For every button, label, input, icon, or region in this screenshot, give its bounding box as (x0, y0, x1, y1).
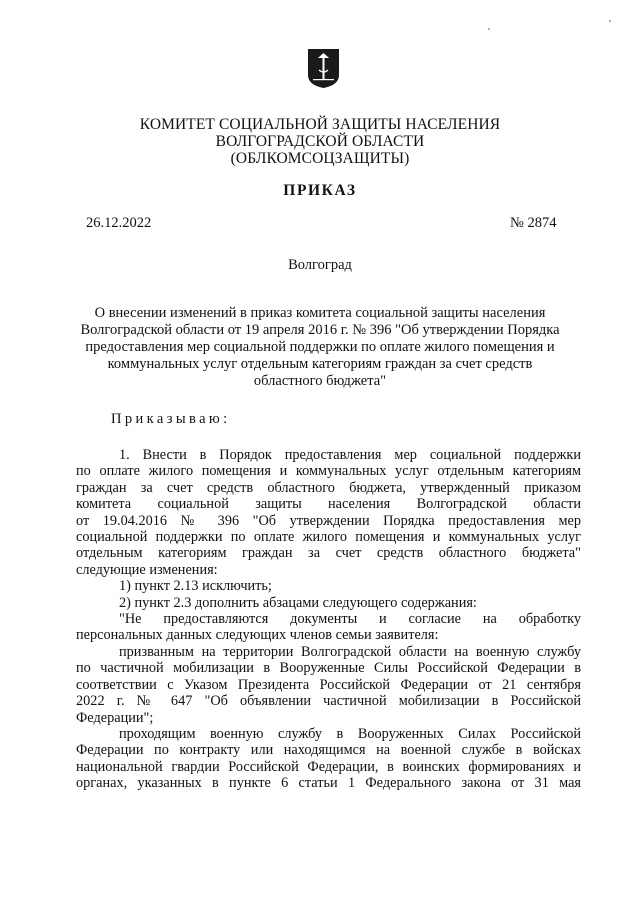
order-directive: Приказываю: (111, 411, 231, 427)
body-line: комитета социальной защиты населения Волгоградской области (76, 496, 581, 513)
subject-line: О внесении изменений в приказ комитета социальной защиты населения (94, 305, 546, 321)
organization-abbreviation: (ОБЛКОМСОЦЗАЩИТЫ) (230, 150, 410, 167)
body-line: по оплате жилого помещения и коммунальных услуг отдельным категориям (76, 463, 581, 480)
document-number: № 2874 (510, 215, 557, 231)
body-line: социальной поддержки по оплате жилого помещения и коммунальных услуг (76, 529, 581, 546)
organization-name-line-1: КОМИТЕТ СОЦИАЛЬНОЙ ЗАЩИТЫ НАСЕЛЕНИЯ (139, 116, 501, 133)
body-line: от 19.04.2016 № 396 "Об утверждении Порядка предоставления мер (76, 512, 581, 529)
body-line: 2022 г. № 647 "Об объявлении частичной мобилизации в Российской (76, 693, 581, 710)
body-line: "Не предоставляются документы и согласие на обработку (119, 611, 581, 628)
subject-line: коммунальных услуг отдельным категориям граждан за счет средств (107, 356, 533, 372)
coat-of-arms-icon (307, 48, 340, 89)
document-city: Волгоград (288, 257, 352, 273)
body-line: Федерации"; (76, 709, 154, 726)
body-line: призванным на территории Волгоградской области на военную службу (119, 643, 581, 660)
scan-artifact (488, 28, 490, 30)
body-line: органах, указанных в пункте 6 статьи 1 Федерального закона от 31 мая (76, 775, 581, 792)
body-line: 1. Внести в Порядок предоставления мер социальной поддержки (119, 447, 581, 463)
body-line: соответствии с Указом Президента Российской Федерации от 21 сентября (76, 676, 581, 693)
scan-artifact (609, 20, 611, 22)
document-date: 26.12.2022 (86, 215, 152, 231)
subject-line: предоставления мер социальной поддержки по оплате жилого помещения и (85, 339, 555, 355)
body-line: отдельным категориям граждан за счет средств областного бюджета" (76, 545, 581, 562)
document-type-title: ПРИКАЗ (283, 182, 357, 199)
body-line: граждан за счет средств областного бюджета, утвержденный приказом (76, 479, 581, 496)
body-line: Федерации по контракту или находящимся на военной службе в войсках (76, 742, 581, 759)
document-subject (60, 305, 580, 390)
body-line: 1) пункт 2.13 исключить; (119, 578, 272, 595)
organization-name-line-2: ВОЛГОГРАДСКОЙ ОБЛАСТИ (215, 133, 425, 150)
subject-line: Волгоградской области от 19 апреля 2016 г. № 396 "Об утверждении Порядка (80, 322, 560, 338)
subject-line: областного бюджета" (253, 373, 387, 389)
body-line: национальной гвардии Российской Федерации, в воинских формированиях и (76, 758, 581, 775)
body-line: следующие изменения: (76, 561, 218, 578)
document-body (76, 447, 581, 792)
body-line: персональных данных следующих членов семьи заявителя: (76, 627, 439, 644)
body-line: по частичной мобилизации в Вооруженные Силы Российской Федерации в (76, 660, 581, 677)
body-line: 2) пункт 2.3 дополнить абзацами следующего содержания: (119, 594, 477, 611)
body-line: проходящим военную службу в Вооруженных Силах Российской (119, 725, 581, 742)
